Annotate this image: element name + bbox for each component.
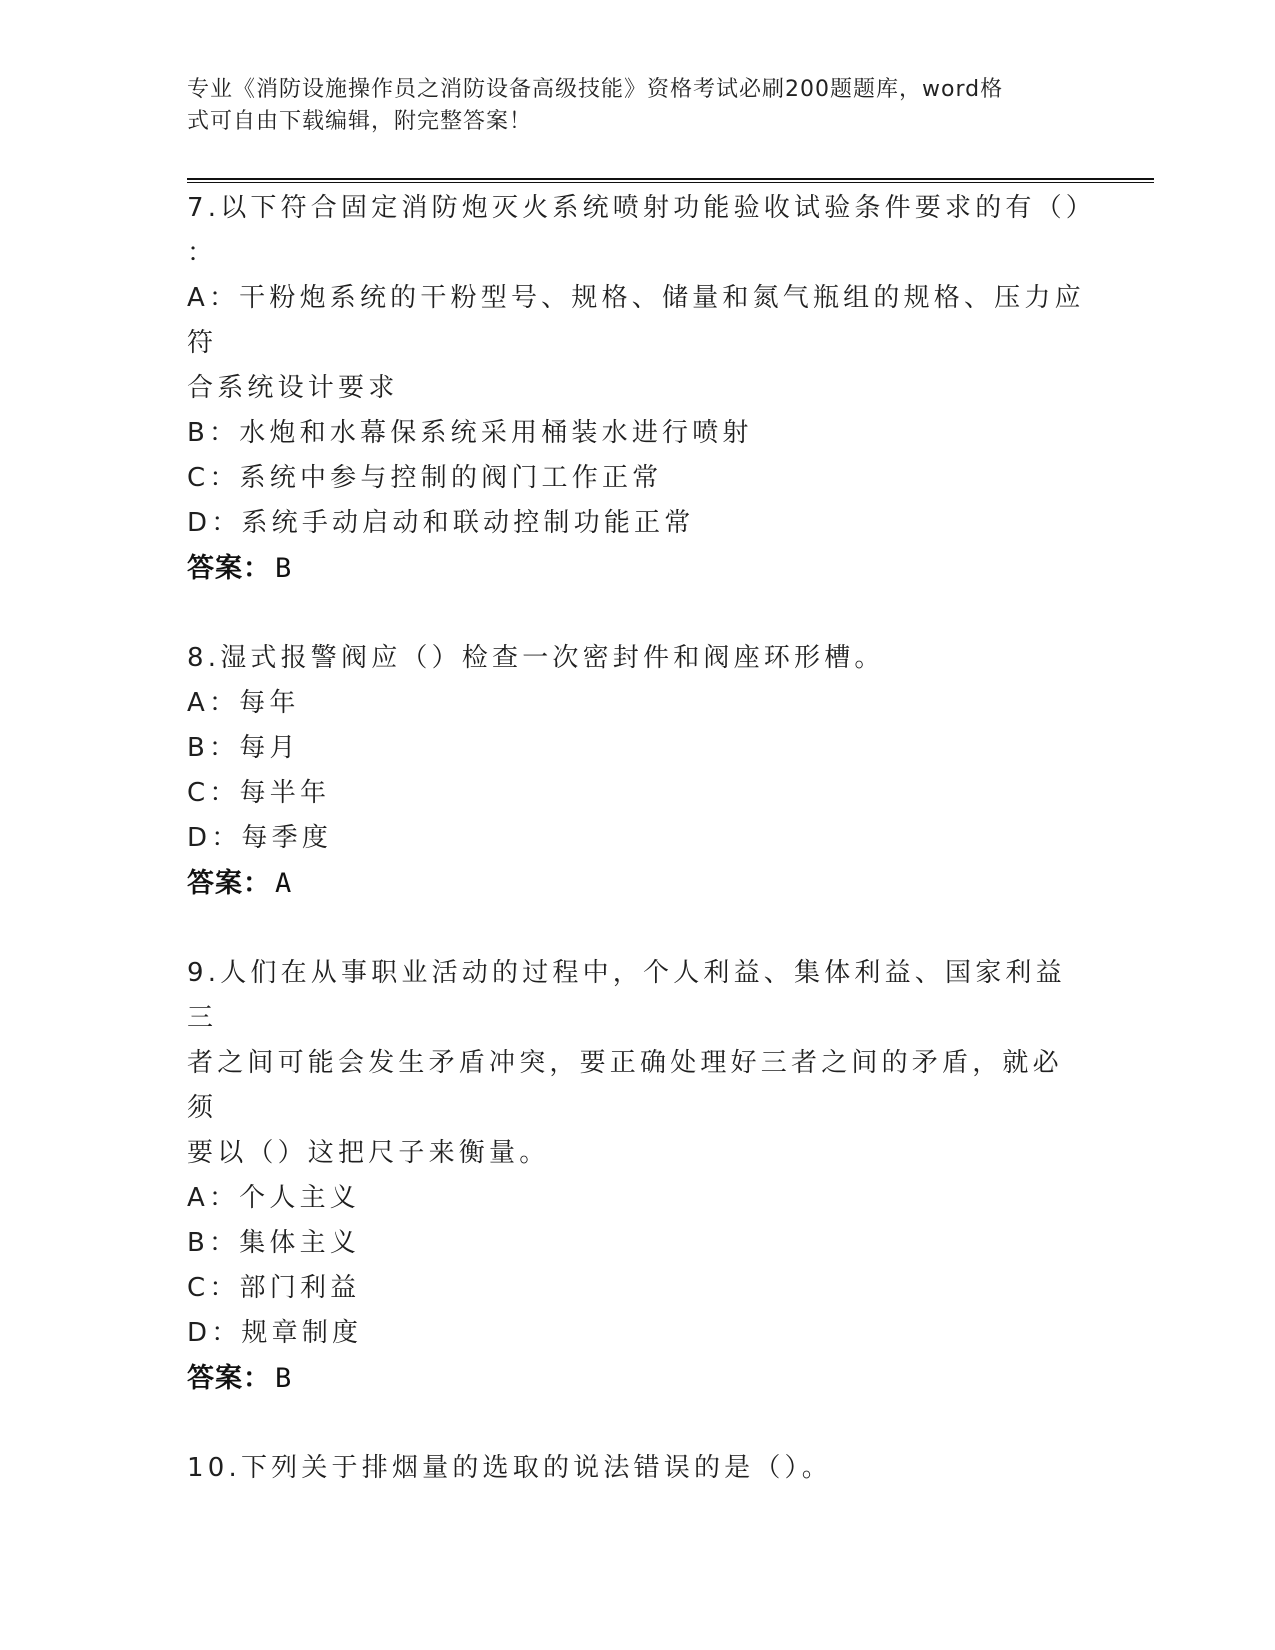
answer-label: 答案： — [187, 868, 271, 899]
question-7 — [187, 186, 1097, 592]
option-c: C：部门利益 — [187, 1273, 361, 1303]
option-c: C：系统中参与控制的阀门工作正常 — [187, 463, 663, 493]
option-c: C：每半年 — [187, 778, 331, 808]
option-a-continued: 合系统设计要求 — [187, 373, 399, 403]
option-b: B：每月 — [187, 733, 300, 763]
header-line-1: 专业《消防设施操作员之消防设备高级技能》资格考试必刷200题题库，word格 — [187, 77, 1004, 102]
question-stem-line: 者之间可能会发生矛盾冲突，要正确处理好三者之间的矛盾，就必须 — [187, 1048, 1063, 1123]
option-d: D：系统手动启动和联动控制功能正常 — [187, 508, 695, 538]
answer-value: B — [275, 1363, 293, 1394]
question-stem-line: 10.下列关于排烟量的选取的说法错误的是（）。 — [187, 1453, 832, 1483]
option-d: D：规章制度 — [187, 1318, 363, 1348]
question-list — [187, 186, 1097, 1491]
answer — [187, 1356, 1087, 1402]
answer-value: B — [275, 553, 293, 584]
option-b: B：水炮和水幕保系统采用桶装水进行喷射 — [187, 418, 753, 448]
question-stem-line: 8.湿式报警阀应（）检查一次密封件和阀座环形槽。 — [187, 643, 885, 673]
question-10 — [187, 1446, 1087, 1491]
question-9 — [187, 951, 1087, 1402]
header-line-2: 式可自由下载编辑，附完整答案！ — [187, 109, 533, 134]
answer-label: 答案： — [187, 553, 271, 584]
question-stem-line: 7.以下符合固定消防炮灭火系统喷射功能验收试验条件要求的有（） — [187, 193, 1097, 223]
question-stem-line: 9.人们在从事职业活动的过程中，个人利益、集体利益、国家利益三 — [187, 958, 1066, 1033]
page-header — [187, 74, 1067, 138]
answer-label: 答案： — [187, 1363, 271, 1394]
option-a: A：干粉炮系统的干粉型号、规格、储量和氮气瓶组的规格、压力应符 — [187, 283, 1085, 358]
question-8 — [187, 636, 1087, 907]
header-divider — [187, 178, 1154, 183]
answer — [187, 861, 1087, 907]
option-b: B：集体主义 — [187, 1228, 361, 1258]
option-d: D：每季度 — [187, 823, 333, 853]
question-stem-line: ： — [187, 238, 218, 268]
answer-value: A — [275, 868, 293, 899]
question-stem-line: 要以（）这把尺子来衡量。 — [187, 1138, 550, 1168]
option-a: A：每年 — [187, 688, 300, 718]
answer — [187, 546, 1087, 592]
option-a: A：个人主义 — [187, 1183, 360, 1213]
